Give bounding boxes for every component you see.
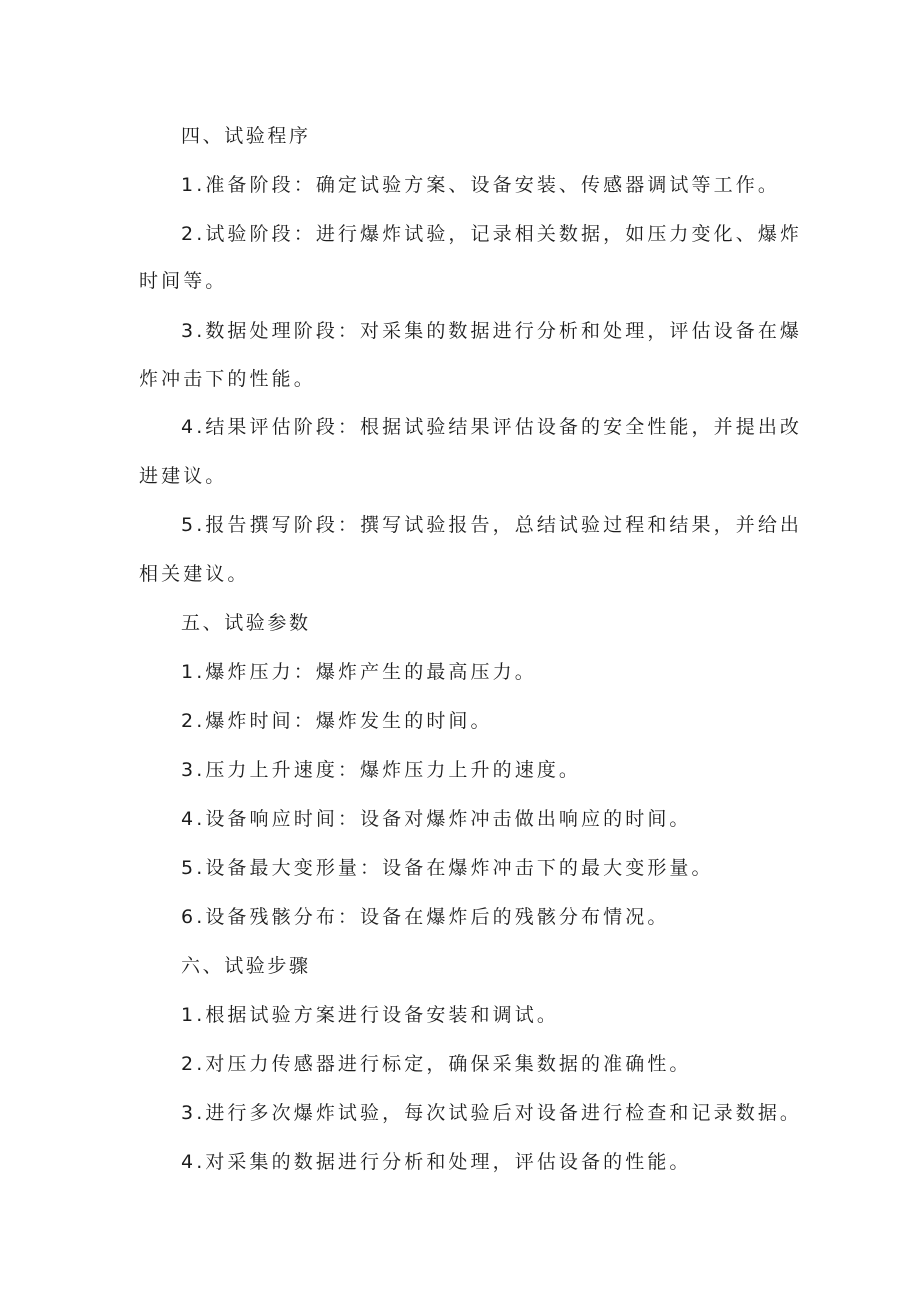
parameter-item-3: 3.压力上升速度：爆炸压力上升的速度。 — [181, 759, 582, 781]
section-heading-test-steps: 六、试验步骤 — [181, 955, 311, 977]
procedure-item-3: 3.数据处理阶段：对采集的数据进行分析和处理，评估设备在爆 — [181, 320, 803, 342]
procedure-item-2: 2.试验阶段：进行爆炸试验，记录相关数据，如压力变化、爆炸 — [181, 223, 803, 245]
section-heading-test-parameters: 五、试验参数 — [181, 612, 311, 634]
procedure-item-5-continued: 相关建议。 — [139, 563, 250, 585]
parameter-item-4: 4.设备响应时间：设备对爆炸冲击做出响应的时间。 — [181, 808, 692, 830]
procedure-item-1: 1.准备阶段：确定试验方案、设备安装、传感器调试等工作。 — [181, 174, 780, 196]
step-item-4: 4.对采集的数据进行分析和处理，评估设备的性能。 — [181, 1151, 692, 1173]
parameter-item-5: 5.设备最大变形量：设备在爆炸冲击下的最大变形量。 — [181, 857, 714, 879]
procedure-item-4: 4.结果评估阶段：根据试验结果评估设备的安全性能，并提出改 — [181, 416, 803, 438]
procedure-item-5: 5.报告撰写阶段：撰写试验报告，总结试验过程和结果，并给出 — [181, 514, 803, 536]
procedure-item-3-continued: 炸冲击下的性能。 — [139, 368, 316, 390]
step-item-2: 2.对压力传感器进行标定，确保采集数据的准确性。 — [181, 1053, 692, 1075]
procedure-item-4-continued: 进建议。 — [139, 465, 228, 487]
step-item-3: 3.进行多次爆炸试验，每次试验后对设备进行检查和记录数据。 — [181, 1102, 803, 1124]
parameter-item-2: 2.爆炸时间：爆炸发生的时间。 — [181, 710, 493, 732]
parameter-item-1: 1.爆炸压力：爆炸产生的最高压力。 — [181, 661, 537, 683]
procedure-item-2-continued: 时间等。 — [139, 270, 228, 292]
section-heading-test-procedure: 四、试验程序 — [181, 125, 311, 147]
parameter-item-6: 6.设备残骸分布：设备在爆炸后的残骸分布情况。 — [181, 906, 670, 928]
step-item-1: 1.根据试验方案进行设备安装和调试。 — [181, 1004, 559, 1026]
